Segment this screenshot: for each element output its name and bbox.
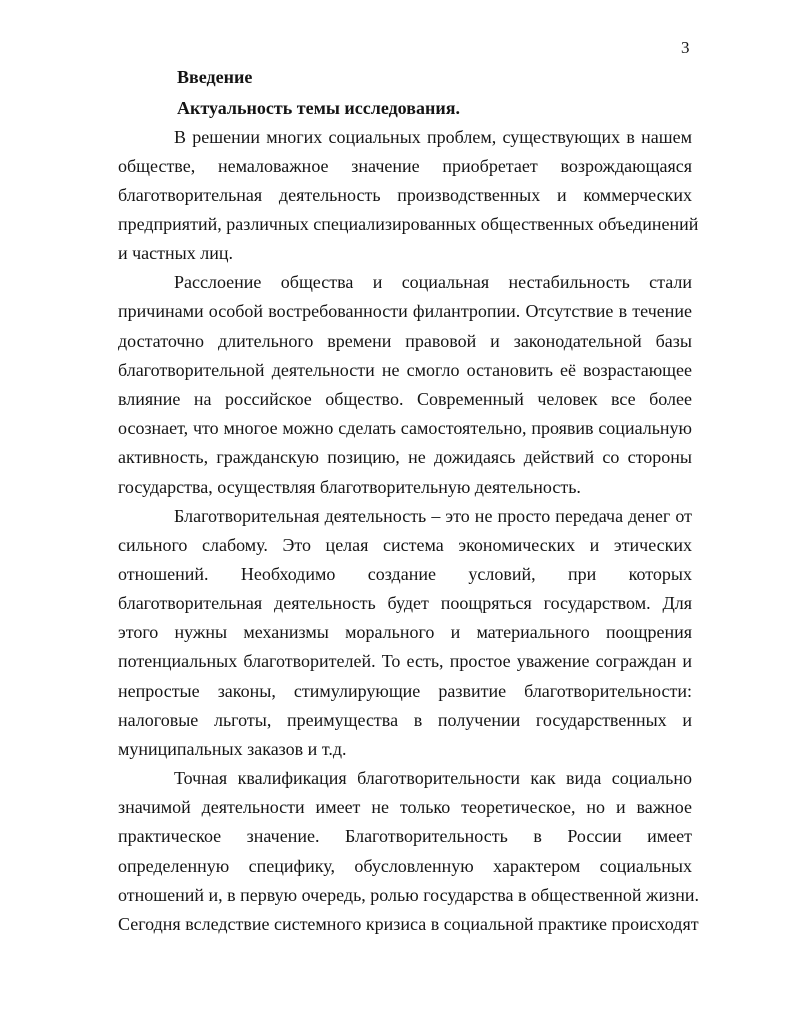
text-line: Расслоение общества и социальная нестабильность стали [174, 272, 692, 292]
text-line: отношений. Необходимо создание условий, при которых [118, 564, 692, 584]
text-line: благотворительной деятельности не смогло остановить её возрастающее [118, 360, 692, 380]
text-line: влияние на российское общество. Современный человек все более [118, 389, 692, 409]
text-line: этого нужны механизмы морального и материального поощрения [118, 622, 692, 642]
text-line: Сегодня вследствие системного кризиса в социальной практике происходят [118, 914, 699, 934]
text-line: потенциальных благотворителей. То есть, простое уважение сограждан и [118, 651, 692, 671]
text-line: сильного слабому. Это целая система экономических и этических [118, 535, 692, 555]
section-heading-relevance: Актуальность темы исследования. [177, 98, 460, 118]
text-line: значимой деятельности имеет не только теоретическое, но и важное [118, 797, 692, 817]
text-line: практическое значение. Благотворительность в России имеет [118, 826, 692, 846]
text-line: определенную специфику, обусловленную характером социальных [118, 856, 692, 876]
text-line: государства, осуществляя благотворительную деятельность. [118, 477, 581, 497]
text-line: обществе, немаловажное значение приобретает возрождающаяся [118, 156, 692, 176]
text-line: и частных лиц. [118, 243, 234, 263]
text-line: причинами особой востребованности филантропии. Отсутствие в течение [118, 301, 692, 321]
text-line: достаточно длительного времени правовой и законодательной базы [118, 331, 692, 351]
text-line: активность, гражданскую позицию, не дожидаясь действий со стороны [118, 447, 692, 467]
text-line: Точная квалификация благотворительности как вида социально [174, 768, 692, 788]
text-line: благотворительная деятельность будет поощряться государством. Для [118, 593, 692, 613]
section-heading-intro: Введение [177, 67, 253, 87]
text-line: В решении многих социальных проблем, существующих в нашем [174, 127, 692, 147]
text-line: благотворительная деятельность производственных и коммерческих [118, 185, 692, 205]
text-line: налоговые льготы, преимущества в получении государственных и [118, 710, 692, 730]
text-line: отношений и, в первую очередь, ролью государства в общественной жизни. [118, 885, 699, 905]
text-line: осознает, что многое можно сделать самостоятельно, проявив социальную [118, 418, 692, 438]
text-line: муниципальных заказов и т.д. [118, 739, 347, 759]
text-line: предприятий, различных специализированных общественных объединений [118, 214, 699, 234]
text-line: непростые законы, стимулирующие развитие благотворительности: [118, 681, 692, 701]
text-line: Благотворительная деятельность – это не просто передача денег от [174, 506, 692, 526]
page-number: 3 [681, 38, 690, 57]
